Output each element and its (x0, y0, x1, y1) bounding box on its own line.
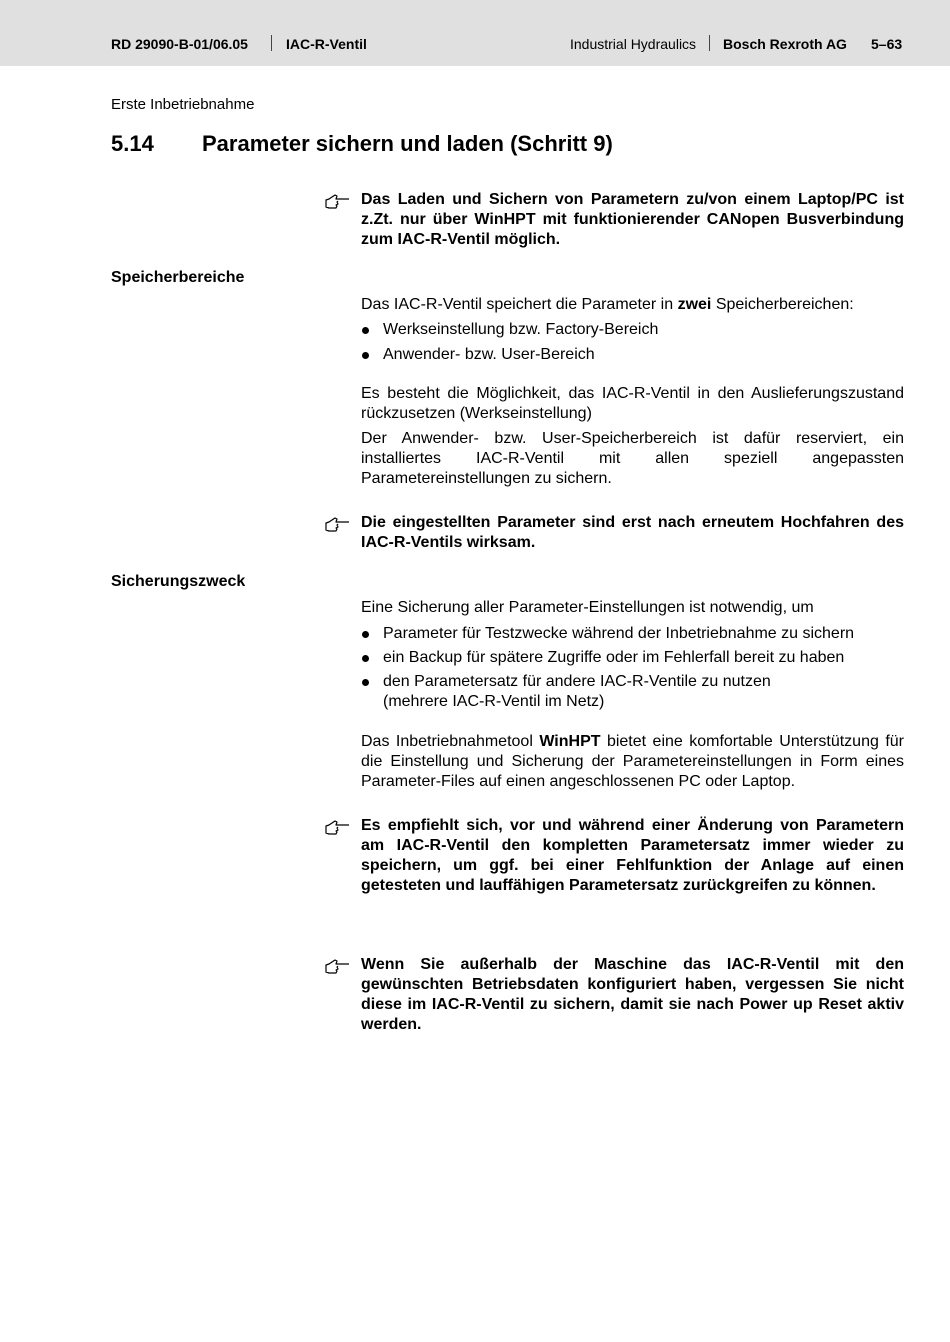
side-heading-sicherungszweck: Sicherungszweck (111, 573, 246, 590)
speicher-intro-text: Speicherbereichen: (711, 296, 854, 313)
bullet-icon (362, 655, 369, 662)
chapter-subtitle: Erste Inbetriebnahme (111, 96, 255, 113)
list-item (361, 672, 904, 712)
bullet-icon (362, 631, 369, 638)
list-item-text: Parameter für Testzwecke während der Inbetriebnahme zu sichern (383, 625, 855, 642)
section-number: 5.14 (111, 131, 154, 156)
speicher-paragraph-2: Der Anwender- bzw. User-Speicherbereich ist dafür reserviert, ein installiertes IAC-R-Ventil mit allen speziell angepassten Parametereinstellungen zu sichern. (361, 430, 904, 487)
list-item-text: (mehrere IAC-R-Ventil im Netz) (383, 693, 605, 710)
doc-number: RD 29090-B-01/06.05 (111, 36, 248, 52)
pointing-hand-icon (324, 958, 350, 976)
speicher-intro-text: Das IAC-R-Ventil speichert die Parameter in (361, 296, 678, 313)
list-item (361, 320, 904, 340)
winhpt-text: Das Inbetriebnahmetool (361, 733, 540, 750)
list-item (361, 345, 904, 365)
list-item (361, 648, 904, 668)
winhpt-text: bietet eine komfortable Unterstützung für die Einstellung und Sicherung der Parametereinstellungen in Form eines Parameter-Files auf einen angeschlossenen PC oder Laptop. (361, 733, 904, 790)
pointing-hand-icon (324, 819, 350, 837)
section-title: Parameter sichern und laden (Schritt 9) (202, 131, 613, 156)
note-hochfahren: Die eingestellten Parameter sind erst nach erneutem Hochfahren des IAC-R-Ventils wirksam. (361, 514, 904, 551)
sicherung-intro: Eine Sicherung aller Parameter-Einstellungen ist notwendig, um (361, 599, 814, 616)
note-laden-sichern: Das Laden und Sichern von Parametern zu/von einem Laptop/PC ist z.Zt. nur über WinHPT mit funktionierender CANopen Busverbindung zum IAC-R-Ventil möglich. (361, 191, 904, 248)
company-name: Bosch Rexroth AG (723, 36, 847, 52)
page-header (0, 0, 950, 66)
header-divider (709, 35, 710, 51)
speicher-intro-emphasis: zwei (677, 296, 712, 313)
page-number: 5–63 (871, 36, 903, 52)
product-name: IAC-R-Ventil (286, 36, 367, 52)
note-empfehlung: Es empfiehlt sich, vor und während einer Änderung von Parametern am IAC-R-Ventil den kompletten Parametersatz immer wieder zu speichern, um ggf. bei einer Fehlfunktion der Anlage auf einen getesteten und lauffähigen Parametersatz zurückgreifen zu können. (361, 817, 904, 894)
list-item-text: ein Backup für spätere Zugriffe oder im Fehlerfall bereit zu haben (383, 649, 845, 666)
winhpt-paragraph (361, 732, 904, 792)
list-item-text: den Parametersatz für andere IAC-R-Ventile zu nutzen (383, 673, 771, 690)
bullet-icon (362, 352, 369, 359)
division-name: Industrial Hydraulics (570, 36, 697, 52)
header-divider (271, 35, 272, 51)
winhpt-emphasis: WinHPT (539, 733, 601, 750)
bullet-icon (362, 679, 369, 686)
side-heading-speicherbereiche: Speicherbereiche (111, 269, 245, 286)
note-power-up-reset: Wenn Sie außerhalb der Maschine das IAC-R-Ventil mit den gewünschten Betriebsdaten konfiguriert haben, vergessen Sie nicht diese im IAC-R-Ventil zu sichern, damit sie nach Power up Reset aktiv werden. (361, 956, 904, 1033)
speicher-paragraph-1: Es besteht die Möglichkeit, das IAC-R-Ventil in den Auslieferungszustand rückzusetzen (Werkseinstellung) (361, 385, 904, 422)
list-item-text: Werkseinstellung bzw. Factory-Bereich (383, 321, 659, 338)
list-item-text: Anwender- bzw. User-Bereich (383, 346, 595, 363)
pointing-hand-icon (324, 193, 350, 211)
pointing-hand-icon (324, 516, 350, 534)
list-item (361, 624, 904, 644)
speicher-intro (361, 295, 904, 315)
bullet-icon (362, 327, 369, 334)
